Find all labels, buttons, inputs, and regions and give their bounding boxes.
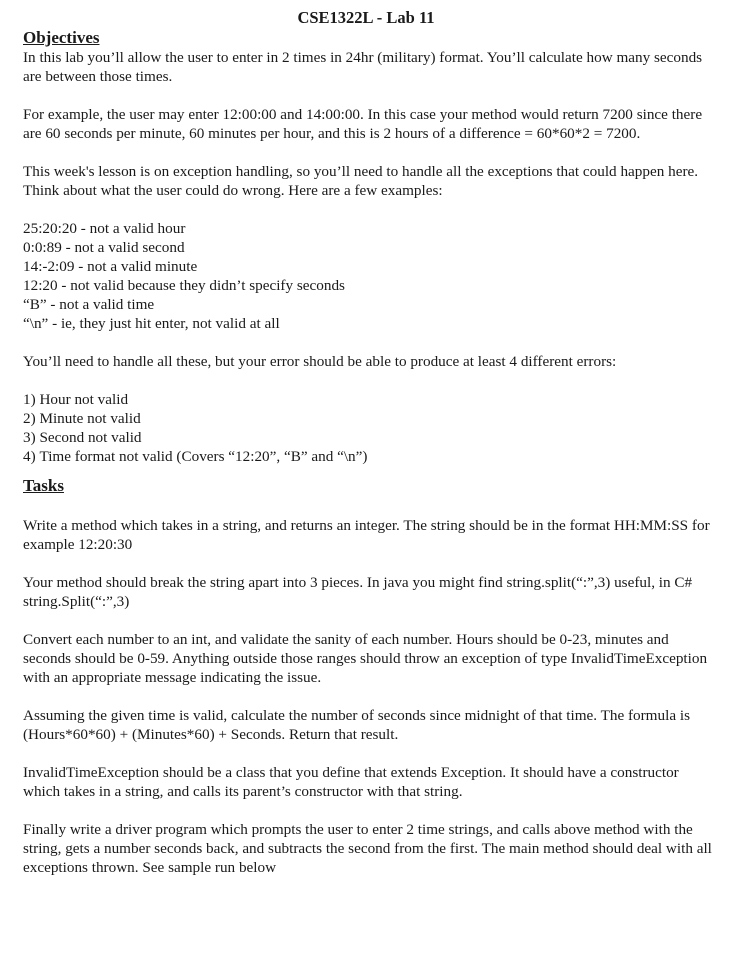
tasks-heading: Tasks (23, 476, 64, 495)
error-item: 4) Time format not valid (Covers “12:20”, “B” and “\n”) (23, 448, 368, 465)
objectives-example: For example, the user may enter 12:00:00 and 14:00:00. In this case your method would return 7200 since there are 60 seconds per minute, 60 minutes per hour, and this is 2 hours of a difference = 60*60*2 = 7200. (23, 106, 703, 142)
error-list (23, 390, 713, 466)
tasks-calculate: Assuming the given time is valid, calculate the number of seconds since midnight of that time. The formula is (Hours*60*60) + (Minutes*60) + Seconds. Return that result. (23, 707, 690, 743)
bad-example-item: 12:20 - not valid because they didn’t specify seconds (23, 277, 345, 294)
tasks-exception-class: InvalidTimeException should be a class that you define that extends Exception. It should have a constructor which takes in a string, and calls its parent’s constructor with that string. (23, 764, 679, 800)
bad-example-item: 25:20:20 - not a valid hour (23, 220, 186, 237)
bad-example-item: “\n” - ie, they just hit enter, not valid at all (23, 315, 280, 332)
bad-example-item: “B” - not a valid time (23, 296, 155, 313)
tasks-convert: Convert each number to an int, and validate the sanity of each number. Hours should be 0-23, minutes and seconds should be 0-59. Anything outside those ranges should throw an exception of type InvalidTimeException with an appropriate message indicating the issue. (23, 631, 708, 686)
error-item: 3) Second not valid (23, 429, 142, 446)
document-page (23, 8, 713, 877)
objectives-intro: In this lab you’ll allow the user to enter in 2 times in 24hr (military) format. You’ll calculate how many seconds are between those times. (23, 49, 703, 85)
tasks-split: Your method should break the string apart into 3 pieces. In java you might find string.split(“:”,3) useful, in C# string.Split(“:”,3) (23, 574, 693, 610)
tasks-driver: Finally write a driver program which prompts the user to enter 2 time strings, and calls above method with the string, gets a number seconds back, and subtracts the second from the first. The main method should deal with all exceptions thrown. See sample run below (23, 821, 712, 876)
page-title: CSE1322L - Lab 11 (297, 8, 435, 27)
objectives-heading: Objectives (23, 28, 100, 47)
error-item: 2) Minute not valid (23, 410, 141, 427)
tasks-method: Write a method which takes in a string, and returns an integer. The string should be in the format HH:MM:SS for example 12:20:30 (23, 517, 710, 553)
bad-example-item: 14:-2:09 - not a valid minute (23, 258, 198, 275)
error-item: 1) Hour not valid (23, 391, 129, 408)
objectives-lesson: This week's lesson is on exception handling, so you’ll need to handle all the exceptions that could happen here. Think about what the user could do wrong. Here are a few examples: (23, 163, 699, 199)
bad-example-item: 0:0:89 - not a valid second (23, 239, 185, 256)
bad-examples-list (23, 219, 713, 333)
handle-all-text: You’ll need to handle all these, but your error should be able to produce at least 4 different errors: (23, 353, 617, 370)
